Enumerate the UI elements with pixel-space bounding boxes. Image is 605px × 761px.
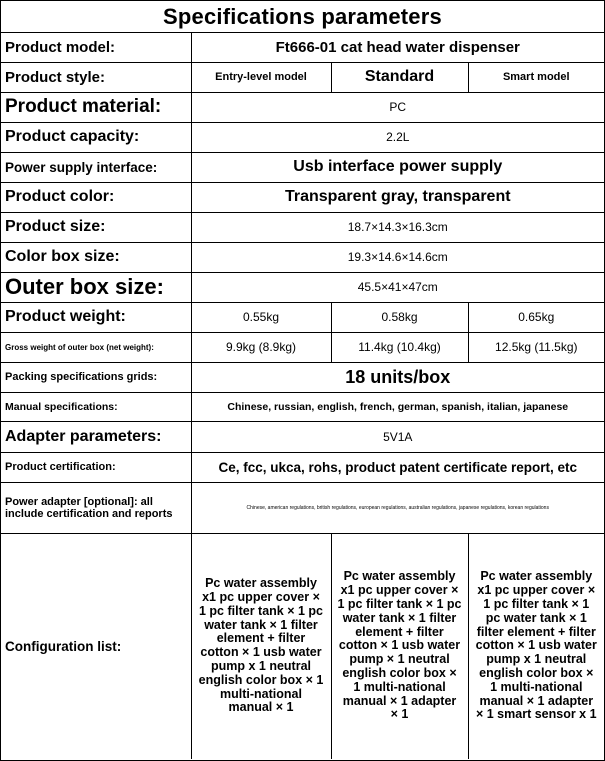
value-power: Usb interface power supply (191, 152, 604, 182)
page-title: Specifications parameters (1, 1, 604, 33)
label-material: Product material: (1, 92, 191, 122)
row-certification (1, 452, 604, 482)
row-size (1, 212, 604, 242)
row-manual (1, 392, 604, 421)
label-color: Product color: (1, 182, 191, 212)
value-outerbox: 45.5×41×47cm (191, 272, 604, 302)
label-config: Configuration list: (1, 533, 191, 759)
row-config (1, 533, 604, 759)
label-colorbox: Color box size: (1, 242, 191, 272)
value-certification: Ce, fcc, ukca, rohs, product patent certificate report, etc (191, 452, 604, 482)
label-certification: Product certification: (1, 452, 191, 482)
gross-entry: 9.9kg (8.9kg) (191, 332, 331, 362)
label-size: Product size: (1, 212, 191, 242)
row-color (1, 182, 604, 212)
gross-smart: 12.5kg (11.5kg) (468, 332, 604, 362)
value-model: Ft666-01 cat head water dispenser (191, 33, 604, 62)
value-capacity: 2.2L (191, 122, 604, 152)
label-style: Product style: (1, 62, 191, 92)
row-weight (1, 302, 604, 332)
label-outerbox: Outer box size: (1, 272, 191, 302)
row-model (1, 33, 604, 62)
row-gross (1, 332, 604, 362)
config-standard: Pc water assembly x1 pc upper cover × 1 pc filter tank × 1 pc water tank × 1 filter element + filter cotton × 1 usb water pump × 1 neutral english color box × 1 multi-national manual × 1 adapter × 1 (331, 533, 468, 759)
value-power-adapter: Chinese, american regulations, british regulations, european regulations, australian regulations, japanese regulations, korean regulations (191, 482, 604, 533)
label-packing: Packing specifications grids: (1, 362, 191, 392)
label-weight: Product weight: (1, 302, 191, 332)
style-entry: Entry-level model (191, 62, 331, 92)
row-outerbox (1, 272, 604, 302)
config-entry: Pc water assembly x1 pc upper cover × 1 pc filter tank × 1 pc water tank × 1 filter element + filter cotton × 1 usb water pump x 1 neutral english color box × 1 multi-national manual × 1 (191, 533, 331, 759)
value-manual: Chinese, russian, english, french, german, spanish, italian, japanese (191, 392, 604, 421)
row-material (1, 92, 604, 122)
row-adapter (1, 421, 604, 452)
row-capacity (1, 122, 604, 152)
label-power: Power supply interface: (1, 152, 191, 182)
row-style (1, 62, 604, 92)
row-packing (1, 362, 604, 392)
value-adapter: 5V1A (191, 421, 604, 452)
label-capacity: Product capacity: (1, 122, 191, 152)
weight-entry: 0.55kg (191, 302, 331, 332)
value-color: Transparent gray, transparent (191, 182, 604, 212)
spec-table (1, 33, 604, 759)
style-smart: Smart model (468, 62, 604, 92)
row-power (1, 152, 604, 182)
style-standard: Standard (331, 62, 468, 92)
row-power-adapter (1, 482, 604, 533)
value-packing: 18 units/box (191, 362, 604, 392)
value-material: PC (191, 92, 604, 122)
label-adapter: Adapter parameters: (1, 421, 191, 452)
label-model: Product model: (1, 33, 191, 62)
label-gross: Gross weight of outer box (net weight): (1, 332, 191, 362)
weight-smart: 0.65kg (468, 302, 604, 332)
gross-standard: 11.4kg (10.4kg) (331, 332, 468, 362)
value-colorbox: 19.3×14.6×14.6cm (191, 242, 604, 272)
row-colorbox (1, 242, 604, 272)
label-manual: Manual specifications: (1, 392, 191, 421)
value-size: 18.7×14.3×16.3cm (191, 212, 604, 242)
weight-standard: 0.58kg (331, 302, 468, 332)
label-power-adapter: Power adapter [optional]: all include certification and reports (1, 482, 191, 533)
config-smart: Pc water assembly x1 pc upper cover × 1 pc filter tank × 1 pc water tank × 1 filter element + filter cotton × 1 usb water pump x 1 neutral english color box × 1 multi-national manual × 1 adapter × 1 smart sensor x 1 (468, 533, 604, 759)
